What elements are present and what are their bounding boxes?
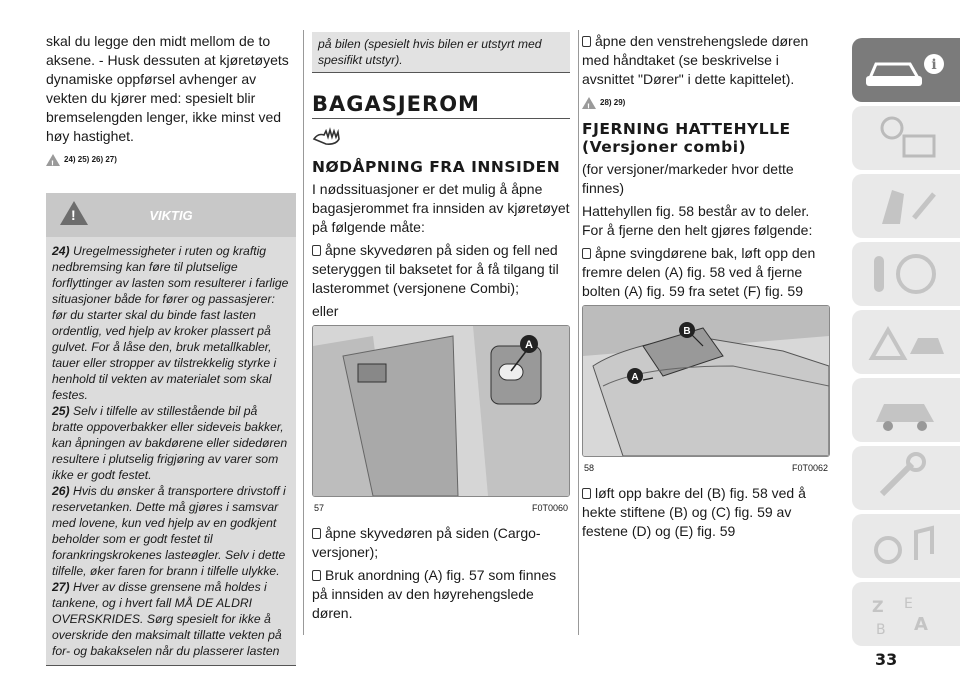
paragraph: I nødssituasjoner er det mulig å åpne bagasjerommet fra innsiden av kjøretøyet på følgende måte: — [312, 181, 570, 235]
multimedia-icon — [852, 514, 960, 578]
checkbox-bullet-icon — [312, 528, 321, 539]
wrench-car-icon — [852, 446, 960, 510]
figure-caption: 58 F0T0062 — [584, 463, 828, 473]
parcel-shelf-illustration — [583, 306, 829, 456]
tab-emergency[interactable] — [852, 310, 960, 374]
bullet-item: løft opp bakre del (B) fig. 58 ved å hekte stiftene (B) og (C) fig. 59 av festene (D) og (E) fig. 59 — [582, 485, 806, 539]
warning-triangle-icon — [852, 310, 960, 374]
bullet-item: åpne skyvedøren på siden (Cargo-versjoner); — [312, 525, 541, 560]
car-service-icon — [852, 378, 960, 442]
column-divider — [303, 30, 304, 635]
svg-text:i: i — [931, 57, 937, 73]
warning-reference: ! 28) 29) — [582, 93, 830, 112]
column-divider — [578, 30, 579, 635]
tab-warning-lights[interactable] — [852, 106, 960, 170]
bullet-item: åpne svingdørene bak, løft opp den fremre delen (A) fig. 58 ved å fjerne bolten (A) fig. 59 fra setet (F) fig. 59 — [582, 245, 816, 299]
paragraph: (for versjoner/markeder hvor dette finnes) — [582, 161, 794, 196]
warning-reference: ! 24) 25) 26) 27) — [46, 150, 296, 169]
tab-seat-safety[interactable] — [852, 174, 960, 238]
tab-car-service[interactable] — [852, 378, 960, 442]
note-26: 26) Hvis du ønsker å transportere drivstoff i reservetanken. Dette må gjøres i samsvar med lovene, kun ved hjelp av en godkjent beholder som er godt festet til forankringskrokenes lasteøgler. Selv i dette tilfelle, øker faren for brann i tilfelle ulykke. — [52, 484, 286, 578]
important-title: VIKTIG — [149, 207, 193, 223]
column-1 — [46, 32, 296, 666]
figure-57 — [312, 325, 570, 497]
warning-lights-icon — [852, 106, 960, 170]
hand-icon — [312, 127, 570, 152]
paragraph: Hattehyllen fig. 58 består av to deler. For å fjerne den helt gjøres følgende: — [582, 203, 813, 238]
important-header — [46, 193, 296, 237]
checkbox-bullet-icon — [312, 245, 321, 256]
continued-note: på bilen (spesielt hvis bilen er utstyrt med spesifikt utstyr). — [312, 32, 570, 73]
subheading: NØDÅPNING FRA INNSIDEN — [312, 158, 561, 176]
important-notes — [46, 237, 296, 666]
figure-58 — [582, 305, 830, 457]
note-25: 25) Selv i tilfelle av stillestående bil på bratte oppoverbakker eller sideveis bakker, kan åpningen av bakdørene eller sidedøren resultere i plutselig frigjøring av varer som ikke er godt festet. — [52, 404, 288, 482]
note-27: 27) Hver av disse grensene må holdes i tankene, og i hvert fall MÅ DE ALDRI OVERSKRIDES. Sørg spesielt for ikke å overskride den maksimalt tillatte vekten på for- og bakakselen når du plasserer lasten — [52, 580, 282, 658]
subheading: FJERNING HATTEHYLLE (Versjoner combi) — [582, 120, 791, 156]
checkbox-bullet-icon — [582, 36, 591, 47]
fig-label-a: A — [631, 372, 639, 383]
figure-caption: 57 F0T0060 — [314, 503, 568, 513]
paragraph: eller — [312, 303, 339, 319]
svg-text:Z: Z — [872, 597, 884, 616]
page-number: 33 — [875, 650, 898, 669]
tab-multimedia[interactable] — [852, 514, 960, 578]
bullet-item: åpne den venstrehengslede døren med håndtaket (se beskrivelse i avsnittet "Dører" i dette kapittelet). — [582, 33, 809, 87]
svg-text:E: E — [904, 596, 913, 612]
key-steering-icon — [852, 242, 960, 306]
section-heading: BAGASJEROM — [312, 95, 570, 119]
note-24: 24) Uregelmessigheter i ruten og kraftig nedbremsing kan føre til plutselige forflyttinger av lasten som resulterer i farlige situasjoner både for fører og passasjerer: før du starter skal du binde fast lasten ordentlig, ved hjelp av kroker plassert på gulvet. For å låse den, bruk metallkabler, tauer eller stropper av tilstrekkelig styrke i henhold til vekten av materialet som skal festes. — [52, 244, 289, 402]
tab-key-steering[interactable] — [852, 242, 960, 306]
fig-label-b: B — [683, 326, 691, 337]
car-info-icon — [852, 38, 960, 102]
tab-car-info[interactable] — [852, 38, 960, 102]
checkbox-bullet-icon — [582, 488, 591, 499]
checkbox-bullet-icon — [312, 570, 321, 581]
warning-icon — [60, 201, 88, 225]
warning-icon — [582, 97, 596, 109]
seat-safety-icon — [852, 174, 960, 238]
tab-index[interactable] — [852, 582, 960, 646]
tab-specifications[interactable] — [852, 446, 960, 510]
svg-text:A: A — [914, 614, 928, 635]
index-icon — [852, 582, 960, 646]
door-latch-illustration — [313, 326, 569, 496]
fig-label-a: A — [525, 339, 533, 351]
bullet-item: Bruk anordning (A) fig. 57 som finnes på innsiden av den høyrehengslede døren. — [312, 567, 557, 621]
bullet-item: åpne skyvedøren på siden og fell ned seteryggen til baksetet for å få tilgang til lasterommet (versjonene Combi); — [312, 242, 559, 296]
column-2 — [312, 32, 570, 627]
checkbox-bullet-icon — [582, 248, 591, 259]
svg-text:B: B — [876, 622, 886, 638]
intro-text: skal du legge den midt mellom de to aksene. - Husk dessuten at kjøretøyets dynamiske oppførsel avhenger av vekten du kjører med: spesielt blir bremselengden lenger, ikke minst ved høy hastighet. — [46, 33, 289, 144]
column-3 — [582, 32, 830, 545]
warning-icon — [46, 154, 60, 166]
